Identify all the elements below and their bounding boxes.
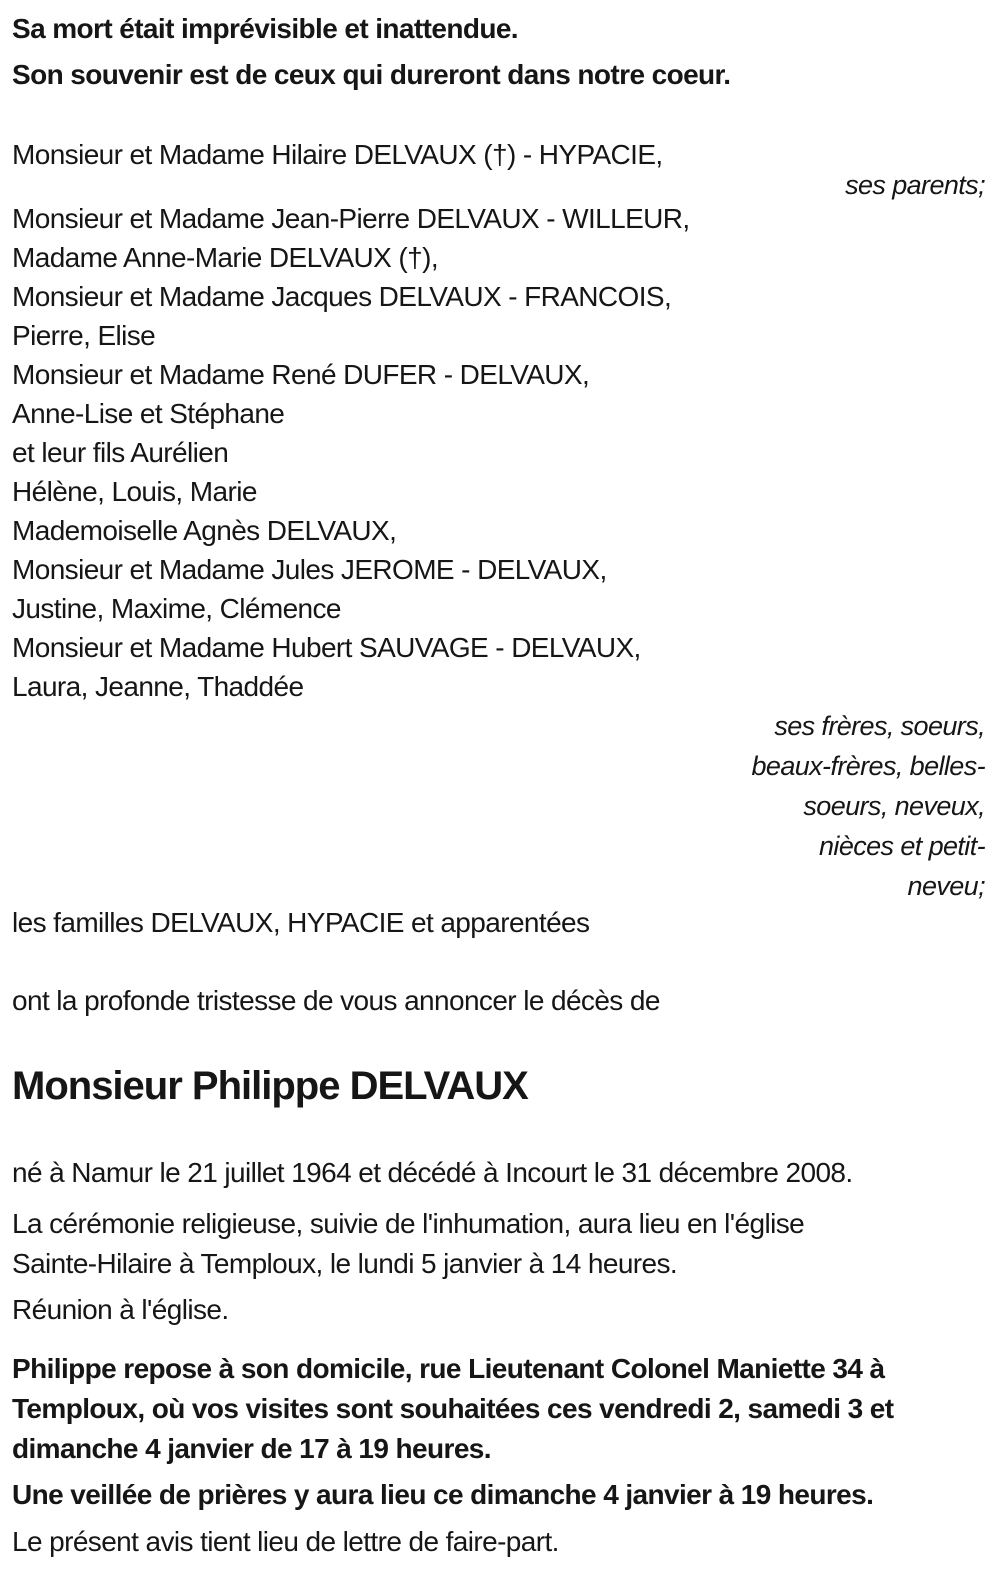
relation-line: ses frères, soeurs, bbox=[774, 711, 985, 741]
visitation-line: dimanche 4 janvier de 17 à 19 heures. bbox=[12, 1433, 491, 1464]
relative-line: Pierre, Elise bbox=[12, 320, 156, 351]
relative-line: et leur fils Aurélien bbox=[12, 437, 229, 468]
families-line: les familles DELVAUX, HYPACIE et apparentées bbox=[12, 907, 590, 938]
epitaph-line-2: Son souvenir est de ceux qui dureront dans notre coeur. bbox=[12, 59, 731, 90]
deceased-name: Monsieur Philippe DELVAUX bbox=[12, 1064, 528, 1108]
ceremony-line: Sainte-Hilaire à Temploux, le lundi 5 janvier à 14 heures. bbox=[12, 1248, 678, 1279]
relative-line: Monsieur et Madame Jules JEROME - DELVAUX, bbox=[12, 554, 607, 585]
relative-line: Madame Anne-Marie DELVAUX (†), bbox=[12, 242, 439, 273]
vigil-line: Une veillée de prières y aura lieu ce dimanche 4 janvier à 19 heures. bbox=[12, 1479, 874, 1510]
birth-death-line: né à Namur le 21 juillet 1964 et décédé à Incourt le 31 décembre 2008. bbox=[12, 1157, 853, 1188]
ceremony-paragraph bbox=[12, 1204, 985, 1284]
ceremony-line: La cérémonie religieuse, suivie de l'inhumation, aura lieu en l'église bbox=[12, 1208, 805, 1239]
relation-line: neveu; bbox=[907, 871, 985, 901]
relative-line: Mademoiselle Agnès DELVAUX, bbox=[12, 515, 397, 546]
relation-line: soeurs, neveux, bbox=[803, 791, 985, 821]
relation-line: beaux-frères, belles- bbox=[751, 751, 985, 781]
relative-line: Hélène, Louis, Marie bbox=[12, 476, 257, 507]
relation-line: nièces et petit- bbox=[819, 831, 985, 861]
relative-line: Anne-Lise et Stéphane bbox=[12, 398, 285, 429]
epitaph-line-1: Sa mort était imprévisible et inattendue. bbox=[12, 13, 518, 44]
visitation-line: Temploux, où vos visites sont souhaitées ces vendredi 2, samedi 3 et bbox=[12, 1393, 894, 1424]
visitation-line: Philippe repose à son domicile, rue Lieutenant Colonel Maniette 34 à bbox=[12, 1353, 885, 1384]
announcement-line: ont la profonde tristesse de vous annoncer le décès de bbox=[12, 985, 660, 1016]
relatives-list bbox=[12, 199, 985, 706]
relative-line: Monsieur et Madame René DUFER - DELVAUX, bbox=[12, 359, 590, 390]
parents-relation-label: ses parents; bbox=[845, 170, 985, 200]
visitation-paragraph bbox=[12, 1349, 985, 1469]
legal-notice-line: Le présent avis tient lieu de lettre de faire-part. bbox=[12, 1526, 559, 1557]
relative-line: Monsieur et Madame Jacques DELVAUX - FRANCOIS, bbox=[12, 281, 672, 312]
relative-line: Justine, Maxime, Clémence bbox=[12, 593, 341, 624]
relative-line: Monsieur et Madame Jean-Pierre DELVAUX - WILLEUR, bbox=[12, 203, 690, 234]
assembly-line: Réunion à l'église. bbox=[12, 1294, 229, 1325]
relative-line: Laura, Jeanne, Thaddée bbox=[12, 671, 304, 702]
relatives-relation-label bbox=[12, 706, 985, 906]
parents-name-line: Monsieur et Madame Hilaire DELVAUX (†) - HYPACIE, bbox=[12, 139, 663, 170]
relative-line: Monsieur et Madame Hubert SAUVAGE - DELVAUX, bbox=[12, 632, 641, 663]
